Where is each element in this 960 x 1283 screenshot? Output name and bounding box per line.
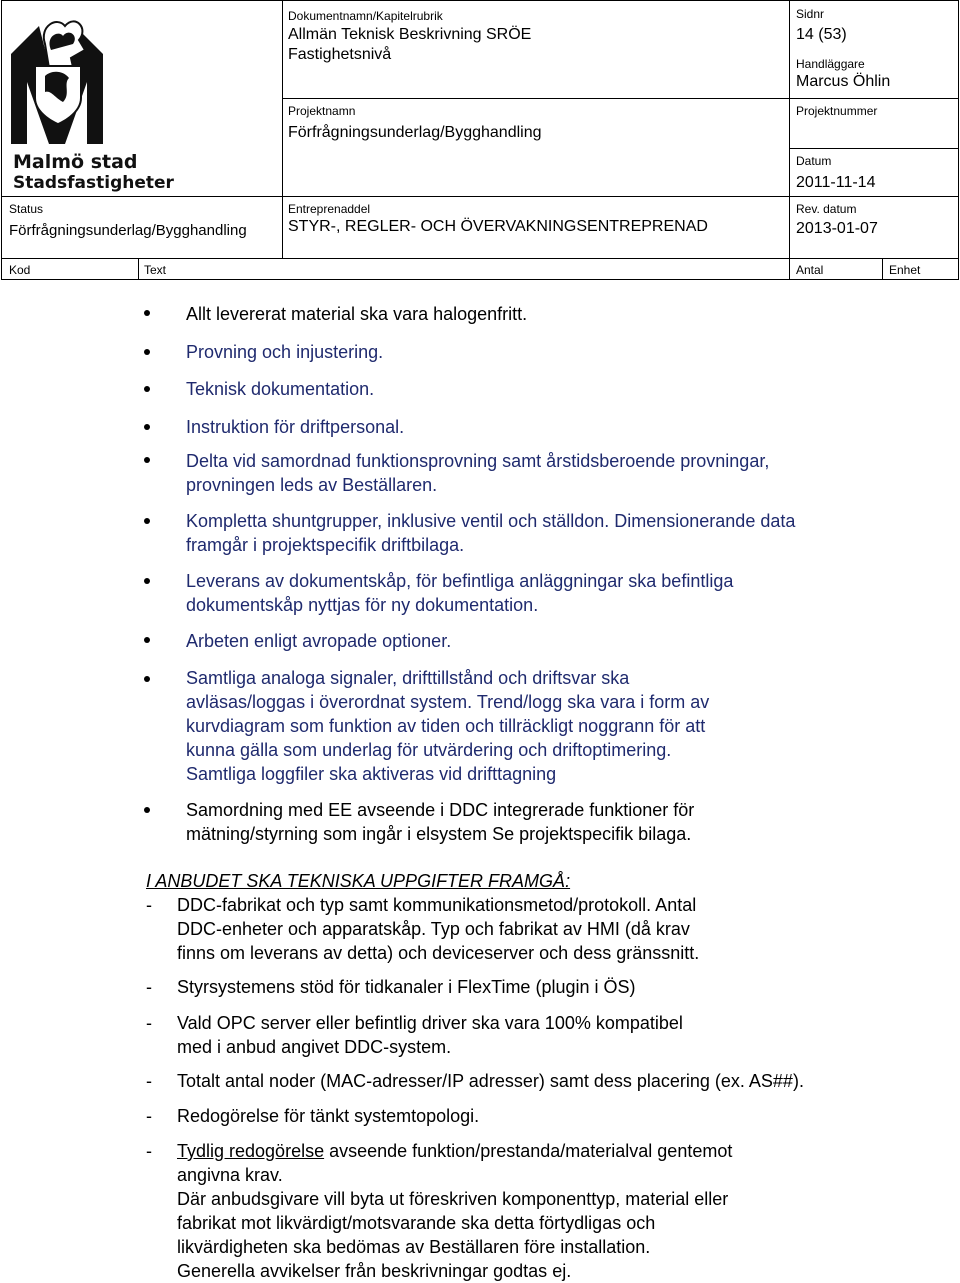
document-header: [1, 0, 959, 280]
dash-item: Redogörelse för tänkt systemtopologi.: [177, 1106, 480, 1126]
handlaggare-label: Handläggare: [796, 57, 865, 71]
section-heading: I ANBUDET SKA TEKNISKA UPPGIFTER FRAMGÅ:: [146, 871, 571, 891]
rev-date-label: Rev. datum: [796, 202, 857, 216]
list-item-continued: mätning/styrning som ingår i elsystem Se projektspecifik bilaga.: [186, 824, 692, 844]
page-number-value: 14 (53): [796, 26, 847, 43]
rule: [1, 258, 959, 259]
list-item: Provning och injustering.: [186, 342, 384, 362]
bullet-icon: [144, 457, 150, 463]
list-item: Kompletta shuntgrupper, inklusive ventil och ställdon. Dimensionerande data: [186, 511, 796, 531]
bullet-icon: [144, 349, 150, 355]
malmo-stad-logo: [5, 6, 267, 194]
col-antal: Antal: [796, 263, 824, 277]
rule: [1, 0, 959, 1]
dash-item-continued: Generella avvikelser från beskrivningar godtas ej.: [177, 1261, 572, 1281]
date-value: 2011-11-14: [796, 174, 876, 191]
dash-item: Vald OPC server eller befintlig driver ska vara 100% kompatibel: [177, 1013, 683, 1033]
list-item: Instruktion för driftpersonal.: [186, 417, 405, 437]
entreprenad-value: STYR-, REGLER- OCH ÖVERVAKNINGSENTREPRENAD: [288, 218, 708, 235]
dash-item-continued: Där anbudsgivare vill byta ut föreskriven komponenttyp, material eller: [177, 1189, 729, 1209]
list-item: Allt levererat material ska vara halogenfritt.: [186, 304, 528, 324]
rule: [283, 98, 959, 99]
bullet-icon: [144, 807, 150, 813]
list-item-continued: provningen leds av Beställaren.: [186, 475, 438, 495]
entreprenad-label: Entreprenaddel: [288, 202, 371, 216]
svg-text:Malmö stad: Malmö stad: [13, 151, 138, 173]
rule: [282, 0, 283, 258]
list-item-continued: avläsas/loggas i överordnat system. Trend/logg ska vara i form av: [186, 692, 710, 712]
list-item: Delta vid samordnad funktionsprovning samt årstidsberoende provningar,: [186, 451, 770, 471]
dash-marker: -: [146, 1106, 152, 1126]
dash-marker: -: [146, 1071, 152, 1091]
bullet-icon: [144, 386, 150, 392]
date-label: Datum: [796, 154, 832, 168]
rev-date-value: 2013-01-07: [796, 220, 878, 237]
list-item-continued: framgår i projektspecifik driftbilaga.: [186, 535, 465, 555]
rule: [789, 258, 790, 280]
emphasized-text: Tydlig redogörelse: [177, 1141, 325, 1161]
dash-item-continued: angivna krav.: [177, 1165, 283, 1185]
list-item-continued: kunna gälla som underlag för utvärdering och driftoptimering.: [186, 740, 672, 760]
dash-item-continued: DDC-enheter och apparatskåp. Typ och fabrikat av HMI (då krav: [177, 919, 690, 939]
doc-name-line2: Fastighetsnivå: [288, 46, 392, 63]
bullet-icon: [144, 637, 150, 643]
dash-item: DDC-fabrikat och typ samt kommunikationsmetod/protokoll. Antal: [177, 895, 697, 915]
dash-item-text: avseende funktion/prestanda/materialval gentemot: [324, 1141, 733, 1161]
list-item: Arbeten enligt avropade optioner.: [186, 631, 452, 651]
list-item: Teknisk dokumentation.: [186, 379, 375, 399]
dash-item-continued: med i anbud angivet DDC-system.: [177, 1037, 452, 1057]
dash-marker: -: [146, 977, 152, 997]
list-item: Samordning med EE avseende i DDC integrerade funktioner för: [186, 800, 695, 820]
doc-name-line1: Allmän Teknisk Beskrivning SRÖE: [288, 26, 532, 43]
dash-item-continued: likvärdigheten ska bedömas av Beställaren före installation.: [177, 1237, 651, 1257]
bullet-icon: [144, 518, 150, 524]
dash-marker: -: [146, 1013, 152, 1033]
project-number-label: Projektnummer: [796, 104, 878, 118]
rule: [138, 258, 139, 280]
dash-item: Styrsystemens stöd för tidkanaler i FlexTime (plugin i ÖS): [177, 977, 636, 997]
col-enhet: Enhet: [889, 263, 921, 277]
list-item: Leverans av dokumentskåp, för befintliga anläggningar ska befintliga: [186, 571, 734, 591]
griffin-crest-icon: [5, 6, 267, 194]
bullet-icon: [144, 424, 150, 430]
status-value: Förfrågningsunderlag/Bygghandling: [9, 222, 247, 239]
rule: [1, 279, 959, 280]
rule: [882, 258, 883, 280]
project-name-value: Förfrågningsunderlag/Bygghandling: [288, 124, 542, 141]
dash-item: Totalt antal noder (MAC-adresser/IP adresser) samt dess placering (ex. AS##).: [177, 1071, 804, 1091]
dash-marker: -: [146, 1141, 152, 1161]
bullet-icon: [144, 578, 150, 584]
doc-name-label: Dokumentnamn/Kapitelrubrik: [288, 9, 443, 23]
list-item-continued: dokumentskåp nyttjas för ny dokumentation.: [186, 595, 539, 615]
page-number-label: Sidnr: [796, 7, 825, 21]
svg-text:Stadsfastigheter: Stadsfastigheter: [13, 173, 174, 193]
dash-item-continued: fabrikat mot likvärdigt/motsvarande ska detta förtydligas och: [177, 1213, 656, 1233]
dash-item: [177, 1139, 732, 1163]
status-label: Status: [9, 202, 44, 216]
col-text: Text: [144, 263, 167, 277]
rule: [790, 148, 959, 149]
list-item-continued: kurvdiagram som funktion av tiden och tillräckligt noggrann för att: [186, 716, 706, 736]
dash-item-continued: finns om leverans av detta) och deviceserver och dess gränssnitt.: [177, 943, 700, 963]
bullet-icon: [144, 310, 150, 316]
project-name-label: Projektnamn: [288, 104, 356, 118]
rule: [958, 0, 959, 280]
col-kod: Kod: [9, 263, 31, 277]
rule: [1, 0, 2, 280]
list-item-continued: Samtliga loggfiler ska aktiveras vid drifttagning: [186, 764, 557, 784]
list-item: Samtliga analoga signaler, drifttillstånd och driftsvar ska: [186, 668, 630, 688]
handlaggare-value: Marcus Öhlin: [796, 73, 891, 90]
rule: [1, 196, 959, 197]
dash-marker: -: [146, 895, 152, 915]
rule: [789, 0, 790, 258]
bullet-icon: [144, 676, 150, 682]
